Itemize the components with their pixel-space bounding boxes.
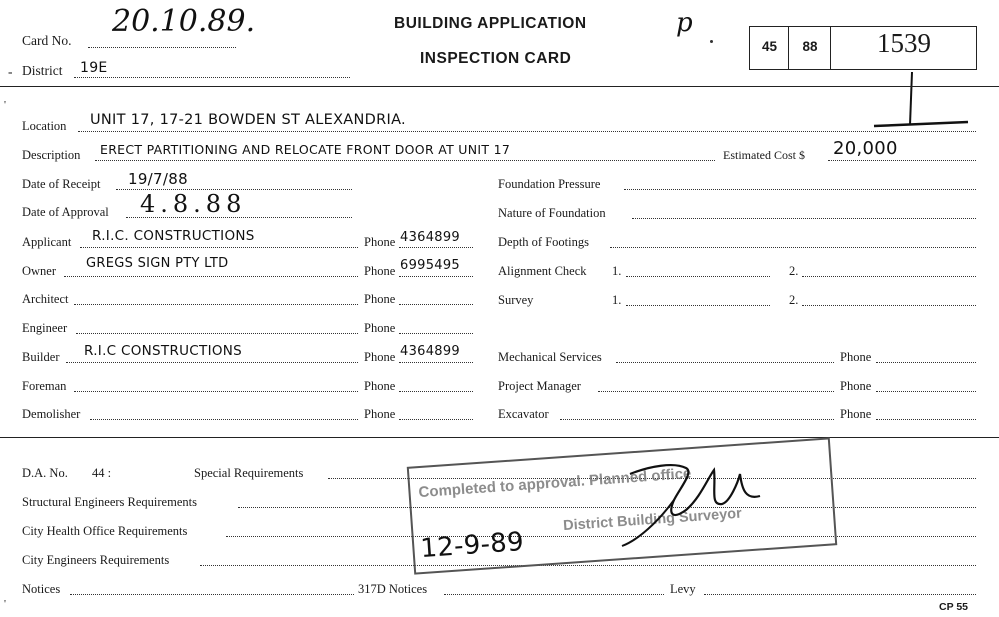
- notices-label: Notices: [22, 582, 61, 596]
- applicant-dots: [80, 247, 358, 248]
- applicant-phone-label: Phone: [364, 235, 396, 249]
- foreman-label: Foreman: [22, 379, 67, 393]
- notices-317d-dots: [444, 594, 664, 595]
- foreman-dots: [74, 391, 358, 392]
- middle-rule: [0, 437, 999, 438]
- demolisher-phone-label: Phone: [364, 407, 396, 421]
- architect-dots: [74, 304, 358, 305]
- stamp-date: 12-9-89: [419, 526, 525, 565]
- district-dots: [74, 77, 350, 78]
- applicant-label: Applicant: [22, 235, 72, 249]
- architect-phone-dots: [399, 304, 473, 305]
- card-no-label: Card No.: [22, 33, 72, 48]
- survey-num-1: 1.: [612, 293, 622, 307]
- owner-value: GREGS SIGN PTY LTD: [86, 256, 229, 271]
- box-divider-2: [830, 27, 831, 69]
- location-value: UNIT 17, 17-21 BOWDEN ST ALEXANDRIA.: [90, 112, 406, 128]
- architect-label: Architect: [22, 292, 69, 306]
- stamp-line2: District Building Surveyor: [562, 505, 743, 535]
- box-cell-2: 88: [802, 39, 818, 54]
- mechanical-dots: [616, 362, 834, 363]
- notices-dots: [70, 594, 354, 595]
- date-receipt-label: Date of Receipt: [22, 177, 101, 191]
- foundation-pressure-dots: [624, 189, 976, 190]
- foreman-phone-label: Phone: [364, 379, 396, 393]
- excavator-dots: [560, 419, 834, 420]
- levy-dots: [704, 594, 976, 595]
- demolisher-label: Demolisher: [22, 407, 81, 421]
- builder-phone-label: Phone: [364, 350, 396, 364]
- project-manager-dots: [598, 391, 834, 392]
- date-receipt-value: 19/7/88: [128, 170, 188, 188]
- builder-phone-value: 4364899: [400, 344, 460, 359]
- district-label: District: [22, 63, 63, 78]
- depth-footings-label: Depth of Footings: [498, 235, 589, 249]
- arrow-mark: [860, 70, 980, 132]
- location-label: Location: [22, 119, 67, 133]
- survey-dots-1: [626, 305, 770, 306]
- owner-phone-dots: [399, 276, 473, 277]
- demolisher-phone-dots: [399, 419, 473, 420]
- owner-phone-label: Phone: [364, 264, 396, 278]
- mechanical-label: Mechanical Services: [498, 350, 602, 364]
- foreman-phone-dots: [399, 391, 473, 392]
- mechanical-phone-label: Phone: [840, 350, 872, 364]
- owner-phone-value: 6995495: [400, 258, 460, 273]
- excavator-phone-dots: [876, 419, 976, 420]
- project-manager-phone-dots: [876, 391, 976, 392]
- description-label: Description: [22, 148, 81, 162]
- applicant-value: R.I.C. CONSTRUCTIONS: [92, 228, 255, 244]
- box-cell-1: 45: [761, 39, 778, 54]
- mechanical-phone-dots: [876, 362, 976, 363]
- excavator-label: Excavator: [498, 407, 549, 421]
- da-no-value: 44 :: [92, 466, 112, 480]
- depth-footings-dots: [610, 247, 976, 248]
- da-no-label: D.A. No.: [22, 466, 68, 480]
- alignment-num-1: 1.: [612, 264, 622, 278]
- applicant-phone-dots: [399, 247, 473, 248]
- engineer-phone-label: Phone: [364, 321, 396, 335]
- city-engineers-label: City Engineers Requirements: [22, 553, 170, 567]
- applicant-phone-value: 4364899: [400, 230, 460, 245]
- estimated-cost-label: Estimated Cost $: [723, 148, 805, 162]
- date-approval-value: 4.8.88: [140, 190, 247, 218]
- excavator-phone-label: Phone: [840, 407, 872, 421]
- form-code: CP 55: [939, 601, 968, 613]
- demolisher-dots: [90, 419, 358, 420]
- letter-p: p: [676, 8, 693, 38]
- levy-label: Levy: [670, 582, 696, 596]
- alignment-dots-1: [626, 276, 770, 277]
- alignment-dots-2: [802, 276, 976, 277]
- estimated-cost-dots: [828, 160, 976, 161]
- survey-dots-2: [802, 305, 976, 306]
- stamp-line1: Completed to approval. Planned office: [417, 465, 692, 502]
- project-manager-label: Project Manager: [498, 379, 581, 393]
- box-cell-3: 1539: [877, 28, 931, 58]
- owner-dots: [64, 276, 358, 277]
- nature-foundation-label: Nature of Foundation: [498, 206, 606, 220]
- title-line2: INSPECTION CARD: [420, 50, 572, 67]
- engineer-label: Engineer: [22, 321, 68, 335]
- alignment-num-2: 2.: [789, 264, 799, 278]
- notices-317d-label: 317D Notices: [358, 582, 428, 596]
- estimated-cost-value: 20,000: [833, 138, 898, 159]
- survey-label: Survey: [498, 293, 534, 307]
- location-dots: [78, 131, 976, 132]
- description-value: ERECT PARTITIONING AND RELOCATE FRONT DOOR AT UNIT 17: [100, 142, 511, 157]
- box-divider-1: [788, 27, 789, 69]
- district-value: 19E: [80, 60, 108, 76]
- dot-mark: [710, 40, 713, 43]
- description-dots: [95, 160, 715, 161]
- alignment-check-label: Alignment Check: [498, 264, 587, 278]
- survey-num-2: 2.: [789, 293, 799, 307]
- title-line1: BUILDING APPLICATION: [394, 15, 587, 32]
- builder-value: R.I.C CONSTRUCTIONS: [84, 343, 243, 359]
- engineer-phone-dots: [399, 333, 473, 334]
- foundation-pressure-label: Foundation Pressure: [498, 177, 601, 191]
- top-rule: [0, 86, 999, 87]
- nature-foundation-dots: [632, 218, 976, 219]
- city-engineers-dots: [200, 565, 976, 566]
- card-no-dots: [88, 47, 236, 48]
- engineer-dots: [76, 333, 358, 334]
- builder-dots: [66, 362, 358, 363]
- structural-label: Structural Engineers Requirements: [22, 495, 197, 509]
- signature-mark: [590, 448, 790, 558]
- architect-phone-label: Phone: [364, 292, 396, 306]
- date-approval-label: Date of Approval: [22, 205, 109, 219]
- bottom-left-tick: ': [4, 598, 6, 610]
- city-health-label: City Health Office Requirements: [22, 524, 188, 538]
- builder-label: Builder: [22, 350, 60, 364]
- owner-label: Owner: [22, 264, 57, 278]
- project-manager-phone-label: Phone: [840, 379, 872, 393]
- builder-phone-dots: [399, 362, 473, 363]
- left-tick: ': [4, 99, 6, 111]
- card-no-value: 20.10.89.: [112, 4, 256, 39]
- special-req-label: Special Requirements: [194, 466, 304, 480]
- dash-mark: -: [8, 64, 13, 79]
